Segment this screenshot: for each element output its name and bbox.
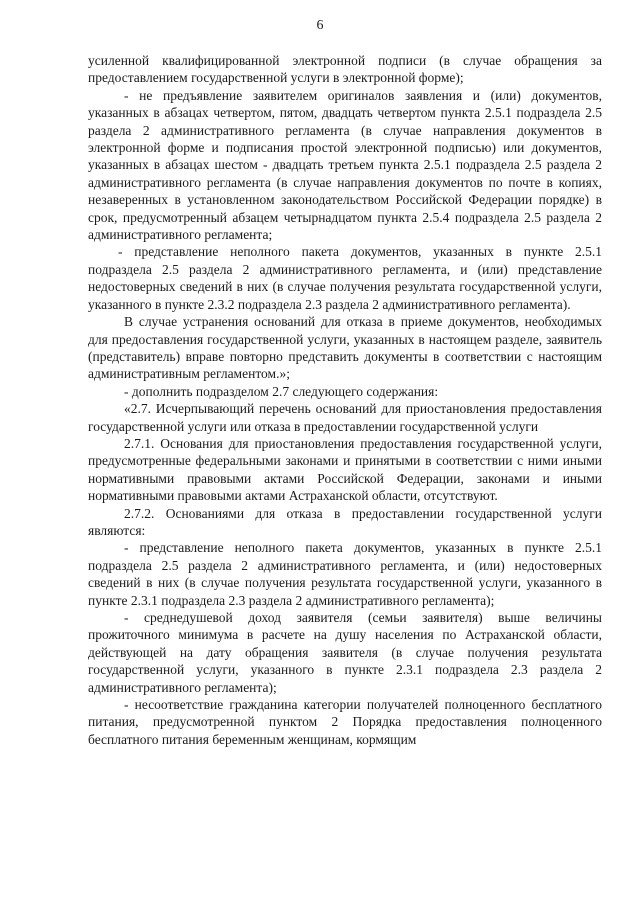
paragraph-incomplete-package: - представление неполного пакета документов, указанных в пункте 2.5.1 подраздела 2.5 раздела 2 административного регламента, и (или) представление недостоверных сведений в них (в случае получения результата государственной услуги, указанного в пункте 2.3.2 подраздела 2.3 раздела 2 административного регламента). xyxy=(88,244,602,312)
paragraph-add-subsection: - дополнить подразделом 2.7 следующего содержания: xyxy=(124,383,439,399)
paragraph-signature-continuation: усиленной квалифицированной электронной подписи (в случае обращения за предоставлением государственной услуги в электронной форме); xyxy=(88,53,602,86)
list-item-category-mismatch: - несоответствие гражданина категории получателей полноценного бесплатного питания, предусмотренной пунктом 2 Порядка предоставления полноценного бесплатного питания беременным женщинам, кормящим xyxy=(88,697,602,747)
list-item-incomplete-package: - представление неполного пакета документов, указанных в пункте 2.5.1 подраздела 2.5 раздела 2 административного регламента, и (или) недостоверных сведений в них (в случае получения результата государственной услуги, указанного в пункте 2.3.1 подраздела 2.3 раздела 2 административного регламента); xyxy=(88,540,602,608)
paragraph-2-7-1: 2.7.1. Основания для приостановления предоставления государственной услуги, предусмотренные федеральными законами и принятыми в соответствии с ними иными нормативными правовыми актами Российской Федерации, законами и иными нормативными правовыми актами Астраханской области, отсутствуют. xyxy=(88,435,602,504)
list-item-income-above-minimum: - среднедушевой доход заявителя (семьи заявителя) выше величины прожиточного минимума в расчете на душу населения по Астраханской области, действующей на дату обращения заявителя (в случае получения результата государственной услуги, указанного в пункте 2.3.1 подраздела 2.3 раздела 2 административного регламента); xyxy=(88,610,602,695)
page-number: 6 xyxy=(316,18,324,33)
paragraph-2-7-2: 2.7.2. Основаниями для отказа в предоставлении государственной услуги являются: xyxy=(88,505,602,538)
document-body xyxy=(88,52,602,748)
paragraph-originals-not-presented: - не предъявление заявителем оригиналов заявления и (или) документов, указанных в абзацах четвертом, пятом, двадцать четвертом пункта 2.5.1 подраздела 2.5 раздела 2 административного регламента (в случае направления документов в электронной форме и подписания простой электронной подписью) или документов, указанных в абзацах шестом - двадцать третьем пункта 2.5.1 подраздела 2.5 раздела 2 административного регламента (в случае направления документов по почте в копиях, незаверенных в установленном законодательством Российской Федерации порядке) в срок, предусмотренный абзацем четырнадцатом пункта 2.5.4 подраздела 2.5 раздела 2 административного регламента; xyxy=(88,87,602,243)
paragraph-grounds-eliminated: В случае устранения оснований для отказа в приеме документов, необходимых для предоставления государственной услуги, указанных в настоящем разделе, заявитель (представитель) вправе повторно представить документы в соответствии с настоящим административным регламентом.»; xyxy=(88,314,602,382)
subsection-heading-2-7: «2.7. Исчерпывающий перечень оснований для приостановления предоставления государственной услуги или отказа в предоставлении государственной услуги xyxy=(88,401,602,434)
